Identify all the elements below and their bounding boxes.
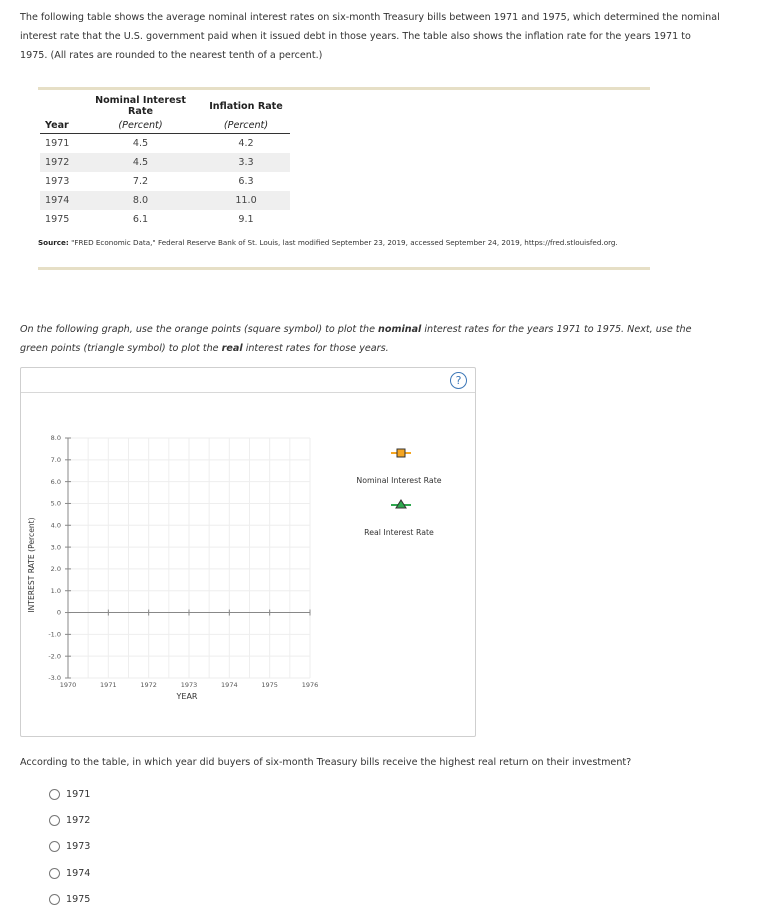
option-1974[interactable]: 1974 <box>49 868 90 879</box>
table-row: 1971 4.5 4.2 <box>45 138 254 149</box>
y-tick-label: 8.0 <box>50 434 61 443</box>
graph-instructions: On the following graph, use the orange points (square symbol) to plot the nominal interest rates for the years 1971 to 1975. Next, use the green points (triangle symbol) to plot the real interest rates for those years. <box>20 324 692 354</box>
col-inflation-header: Inflation Rate <box>209 100 283 112</box>
col-inflation-unit: (Percent) <box>202 117 290 134</box>
table-row: 1973 7.2 6.3 <box>45 176 254 187</box>
option-1973[interactable]: 1973 <box>49 841 90 852</box>
source-text: "FRED Economic Data," Federal Reserve Bank of St. Louis, last modified September 23, 2019, accessed September 24, 2019, https://fred.stlouisfed.org. <box>71 238 618 247</box>
radio-button[interactable] <box>49 815 60 826</box>
table-bottom-rule <box>38 267 650 270</box>
x-axis-label: YEAR <box>176 692 198 701</box>
radio-button[interactable] <box>49 894 60 905</box>
table-row: 1972 4.5 3.3 <box>40 153 290 172</box>
legend-real-label: Real Interest Rate <box>364 528 434 537</box>
y-tick-label: -3.0 <box>48 674 61 683</box>
rates-table <box>40 95 290 229</box>
y-axis-label: INTEREST RATE (Percent) <box>27 517 36 613</box>
legend-real-tool[interactable] <box>391 500 411 508</box>
x-tick-label: 1972 <box>140 681 157 689</box>
source-note <box>38 238 618 247</box>
orange-square-icon <box>397 449 405 457</box>
x-tick-label: 1974 <box>221 681 238 689</box>
x-tick-label: 1975 <box>261 681 278 689</box>
intro-text: The following table shows the average nominal interest rates on six-month Treasury bills between 1971 and 1975, which determined the nominal interest rate that the U.S. government paid when it issued debt in those years. The table also shows the inflation rate for the years 1971 to 1975. (All rates are rounded to the nearest tenth of a percent.) <box>20 12 720 61</box>
help-icon[interactable]: ? <box>450 372 467 389</box>
y-tick-label: -2.0 <box>48 652 61 661</box>
col-nominal-header: Nominal Interest Rate <box>95 95 186 117</box>
y-tick-label: 3.0 <box>50 543 61 552</box>
x-tick-label: 1970 <box>59 681 77 689</box>
y-tick-label: 7.0 <box>50 456 61 465</box>
legend-nominal-tool[interactable] <box>391 449 411 457</box>
table-row: 1974 8.0 11.0 <box>40 191 290 210</box>
question-text: According to the table, in which year did buyers of six-month Treasury bills receive the highest real return on their investment? <box>20 757 632 768</box>
y-tick-label: 5.0 <box>50 499 61 508</box>
col-nominal-unit: (Percent) <box>79 117 202 134</box>
radio-button[interactable] <box>49 841 60 852</box>
y-tick-label: 1.0 <box>50 586 61 595</box>
col-year-header: Year <box>40 117 79 134</box>
radio-button[interactable] <box>49 868 60 879</box>
y-tick-label: 6.0 <box>50 477 61 486</box>
x-tick-label: 1976 <box>301 681 319 689</box>
x-tick-label: 1973 <box>180 681 198 689</box>
radio-button[interactable] <box>49 789 60 800</box>
option-1971[interactable]: 1971 <box>49 789 90 800</box>
grid <box>68 438 310 678</box>
x-tick-label: 1971 <box>100 681 117 689</box>
y-tick-label: 2.0 <box>50 565 61 574</box>
axes <box>48 434 318 689</box>
legend-nominal-label: Nominal Interest Rate <box>356 476 442 485</box>
option-1972[interactable]: 1972 <box>49 815 90 826</box>
y-tick-label: 0 <box>56 608 61 617</box>
y-tick-label: -1.0 <box>48 630 61 639</box>
option-1975[interactable]: 1975 <box>49 894 90 905</box>
y-tick-label: 4.0 <box>50 521 61 530</box>
source-label: Source: <box>38 238 69 247</box>
graph-panel <box>20 367 476 737</box>
table-top-rule <box>38 87 650 90</box>
interest-rate-graph[interactable] <box>21 368 475 736</box>
table-row: 1975 6.1 9.1 <box>45 214 254 225</box>
